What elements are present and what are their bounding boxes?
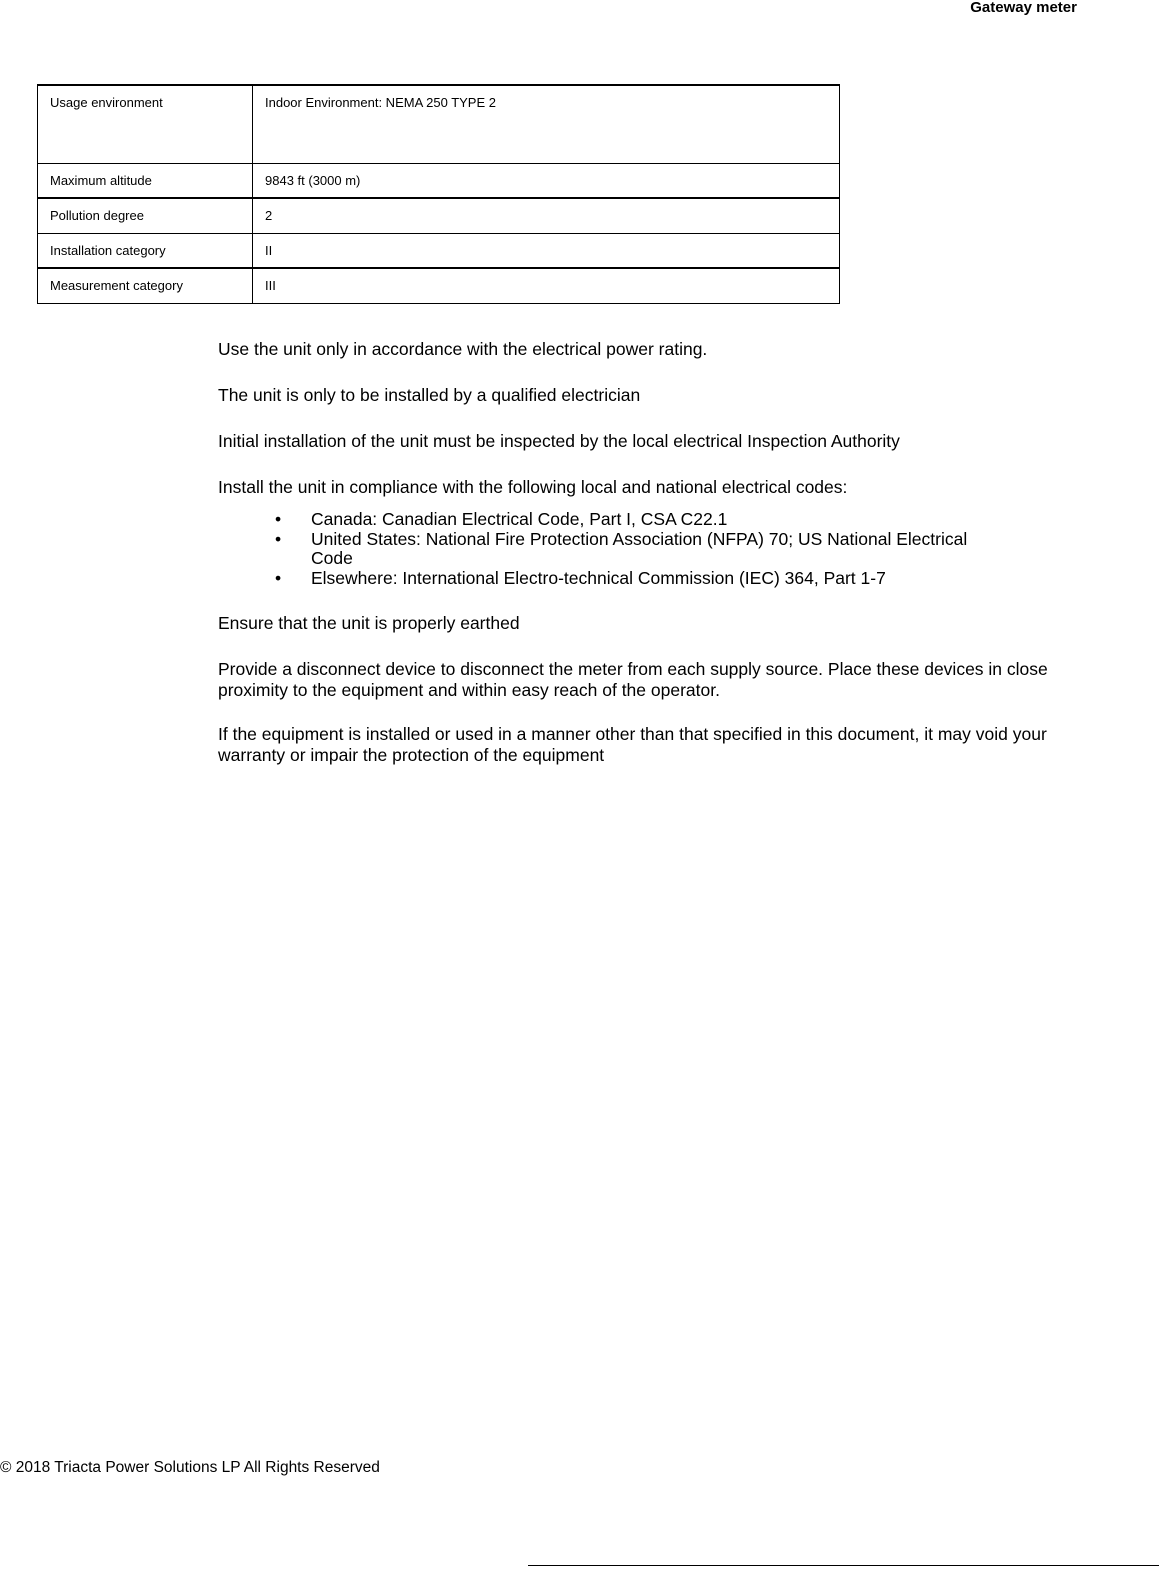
list-item (218, 530, 1011, 569)
list-item-text: United States: National Fire Protection Association (NFPA) 70; US National Electrical Code (311, 528, 968, 568)
table-row (38, 268, 840, 303)
table-row (38, 163, 840, 198)
spec-value: II (253, 233, 840, 268)
spec-label: Measurement category (38, 268, 253, 303)
table-row (38, 198, 840, 233)
bullet-icon: • (275, 509, 282, 529)
spec-value: 2 (253, 198, 840, 233)
table-row (38, 233, 840, 268)
electrical-codes-list (218, 510, 1048, 588)
inspection-paragraph: Initial installation of the unit must be inspected by the local electrical Inspection Authority (218, 431, 900, 451)
spec-value: III (253, 268, 840, 303)
table-row (38, 85, 840, 163)
copyright-notice: © 2018 Triacta Power Solutions LP All Rights Reserved (0, 1459, 380, 1476)
spec-label: Pollution degree (38, 198, 253, 233)
spec-value: 9843 ft (3000 m) (253, 163, 840, 198)
codes-intro-paragraph: Install the unit in compliance with the following local and national electrical codes: (218, 477, 848, 497)
spec-value: Indoor Environment: NEMA 250 TYPE 2 (253, 85, 840, 163)
disconnect-device-paragraph: Provide a disconnect device to disconnect the meter from each supply source. Place these devices in close proximity to the equipment and within easy reach of the operator. (218, 659, 1048, 700)
spec-label: Installation category (38, 233, 253, 268)
list-item-text: Canada: Canadian Electrical Code, Part I, CSA C22.1 (311, 509, 728, 529)
warranty-paragraph: If the equipment is installed or used in a manner other than that specified in this document, it may void your warranty or impair the protection of the equipment (218, 724, 1047, 765)
spec-label: Maximum altitude (38, 163, 253, 198)
power-rating-paragraph: Use the unit only in accordance with the electrical power rating. (218, 339, 708, 359)
spec-label: Usage environment (38, 85, 253, 163)
bullet-icon: • (275, 528, 282, 549)
installation-instructions (218, 339, 1048, 791)
list-item (218, 569, 1011, 589)
list-item (218, 510, 1011, 530)
footer-divider (528, 1565, 1159, 1566)
bullet-icon: • (275, 567, 282, 588)
specifications-table (37, 84, 840, 304)
earthing-paragraph: Ensure that the unit is properly earthed (218, 613, 520, 633)
page-header-title: Gateway meter (970, 0, 1077, 16)
qualified-electrician-paragraph: The unit is only to be installed by a qualified electrician (218, 385, 641, 405)
list-item-text: Elsewhere: International Electro-technical Commission (IEC) 364, Part 1-7 (311, 567, 886, 588)
